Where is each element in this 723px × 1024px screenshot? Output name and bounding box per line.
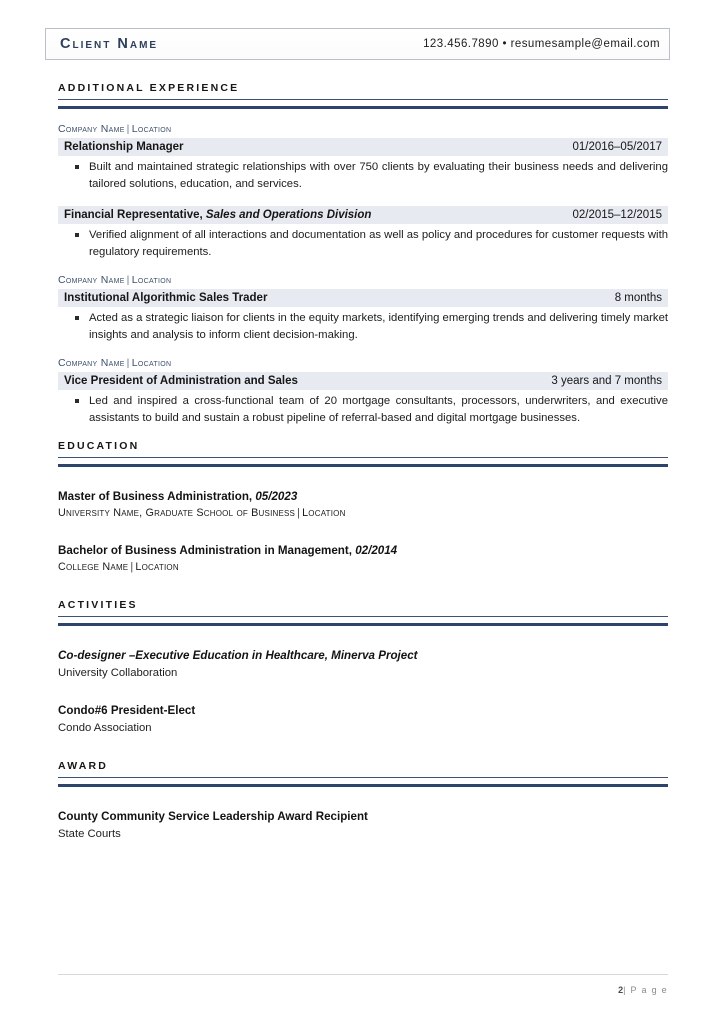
job-dates: 3 years and 7 months	[551, 375, 662, 387]
section-title-award: AWARD	[58, 760, 109, 772]
job-bullet: Led and inspired a cross-functional team of 20 mortgage consultants, processors, underwriters, and executive assistants to build and sustain a robust pipeline of referral-based and digital mortgage businesses.	[58, 393, 668, 426]
spacer	[58, 481, 668, 489]
company-line	[58, 357, 668, 369]
spacer	[58, 695, 668, 703]
degree-name: Bachelor of Business Administration in Management,	[58, 544, 352, 557]
section-title-education: EDUCATION	[58, 440, 140, 452]
footer-page-label: P a g e	[630, 985, 668, 995]
institution-location: Location	[302, 507, 346, 519]
institution-name: College Name	[58, 561, 129, 573]
client-name: Client Name	[60, 36, 159, 52]
education-institution-line	[58, 560, 668, 575]
section-divider	[58, 99, 668, 109]
job-dates: 01/2016–05/2017	[572, 141, 662, 153]
company-location: Location	[131, 357, 172, 369]
company-location: Location	[131, 123, 172, 135]
award-name: County Community Service Leadership Award Recipient	[58, 810, 368, 823]
degree-name: Master of Business Administration,	[58, 490, 253, 503]
job-bullets	[58, 227, 668, 260]
education-degree	[58, 543, 668, 559]
job-header-row	[58, 138, 668, 156]
job-header-row	[58, 206, 668, 224]
company-line	[58, 123, 668, 135]
company-line	[58, 274, 668, 286]
resume-header	[45, 28, 670, 60]
company-name: Company Name	[58, 357, 125, 369]
section-title-additional-experience: ADDITIONAL EXPERIENCE	[58, 82, 240, 94]
spacer	[58, 535, 668, 543]
company-location-divider: |	[126, 123, 130, 135]
job-bullet: Verified alignment of all interactions and documentation as well as policy and procedures for customer requests with regulatory requirements.	[58, 227, 668, 260]
resume-content	[58, 80, 668, 856]
institution-location: Location	[135, 561, 179, 573]
activity-name: Condo#6 President-Elect	[58, 704, 196, 717]
education-entry	[58, 543, 668, 575]
institution-location-divider: |	[130, 561, 134, 573]
job-title: Institutional Algorithmic Sales Trader	[64, 292, 268, 304]
degree-date: 05/2023	[255, 490, 298, 503]
job-dates: 8 months	[614, 292, 662, 304]
job-bullet: Built and maintained strategic relationships with over 750 clients by evaluating their business needs and delivering tailored solutions, education, and services.	[58, 159, 668, 192]
institution-location-divider: |	[297, 507, 301, 519]
job-header-row	[58, 289, 668, 307]
company-location: Location	[131, 274, 172, 286]
job-bullets	[58, 159, 668, 192]
activity-organization: University Collaboration	[58, 667, 178, 679]
job-title-main: Financial Representative,	[64, 209, 203, 221]
spacer	[58, 589, 668, 597]
activity-organization: Condo Association	[58, 722, 152, 734]
education-entry	[58, 489, 668, 521]
job-dates: 02/2015–12/2015	[572, 209, 662, 221]
section-education	[58, 438, 668, 575]
job-title-subtitle: Sales and Operations Division	[205, 209, 372, 221]
section-divider	[58, 616, 668, 626]
job-bullets	[58, 310, 668, 343]
job-bullet: Acted as a strategic liaison for clients in the equity markets, identifying emerging trends and delivering timely market insights and analysis to inform client decision-making.	[58, 310, 668, 343]
spacer	[58, 750, 668, 758]
job-bullets	[58, 393, 668, 426]
company-name: Company Name	[58, 274, 125, 286]
experience-entry	[58, 274, 668, 343]
job-title: Relationship Manager	[64, 141, 184, 153]
section-divider	[58, 777, 668, 787]
education-institution-line	[58, 506, 668, 521]
experience-entry	[58, 206, 668, 260]
section-title-activities: ACTIVITIES	[58, 599, 138, 611]
award-entry	[58, 809, 668, 842]
institution-name: University Name, Graduate School of Business	[58, 507, 296, 519]
contact-info: 123.456.7890 • resumesample@email.com	[423, 38, 660, 50]
activity-entry	[58, 703, 668, 736]
page-footer	[58, 974, 668, 998]
job-title: Vice President of Administration and Sales	[64, 375, 298, 387]
activity-name: Co-designer –Executive Education in Healthcare, Minerva Project	[58, 649, 418, 662]
spacer	[58, 801, 668, 809]
section-activities	[58, 597, 668, 736]
experience-entry	[58, 357, 668, 426]
experience-entry	[58, 123, 668, 192]
section-award	[58, 758, 668, 842]
footer-page-number: 2	[618, 985, 624, 995]
company-location-divider: |	[126, 274, 130, 286]
section-additional-experience	[58, 80, 668, 426]
company-name: Company Name	[58, 123, 125, 135]
degree-date: 02/2014	[355, 544, 398, 557]
company-location-divider: |	[126, 357, 130, 369]
job-header-row	[58, 372, 668, 390]
footer-page-indicator	[618, 985, 668, 995]
activity-entry	[58, 648, 668, 681]
award-organization: State Courts	[58, 828, 121, 840]
job-title	[64, 209, 371, 221]
footer-separator: |	[623, 985, 627, 995]
education-degree	[58, 489, 668, 505]
section-divider	[58, 457, 668, 467]
spacer	[58, 640, 668, 648]
